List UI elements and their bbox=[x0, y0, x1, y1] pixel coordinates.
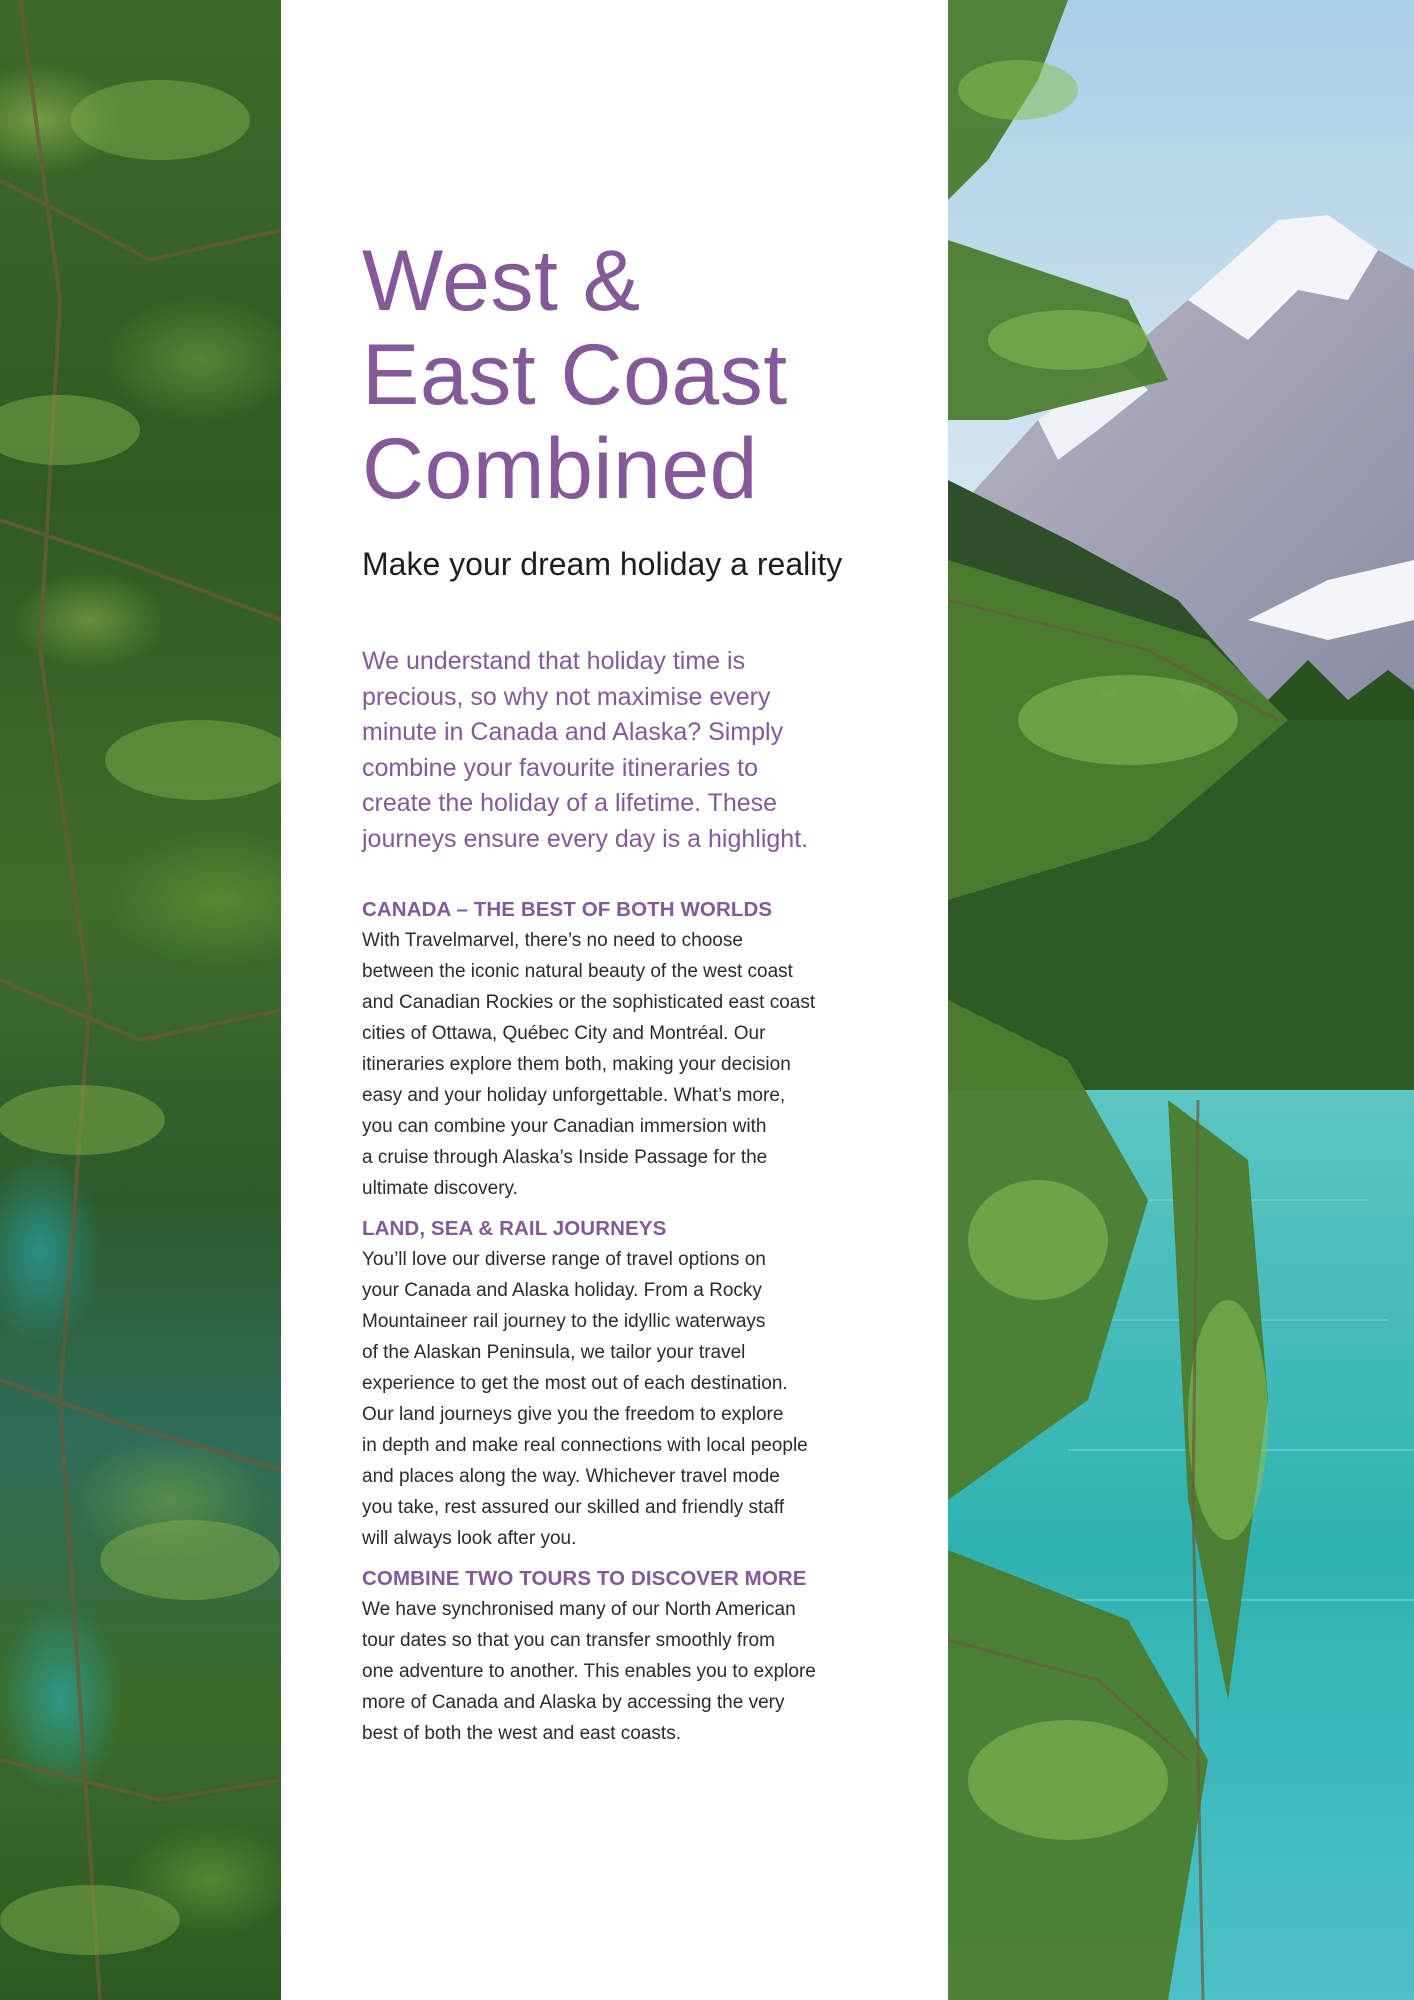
forest-branches-illustration bbox=[0, 0, 281, 2000]
page-title bbox=[362, 234, 882, 516]
section-heading: LAND, SEA & RAIL JOURNEYS bbox=[362, 1217, 667, 1240]
body-line: best of both the west and east coasts. bbox=[362, 1723, 681, 1744]
body-line: will always look after you. bbox=[362, 1528, 577, 1549]
body-line: Our land journeys give you the freedom to explore bbox=[362, 1404, 784, 1425]
body-line: Mountaineer rail journey to the idyllic waterways bbox=[362, 1311, 766, 1332]
body-line: easy and your holiday unforgettable. What’s more, bbox=[362, 1085, 786, 1106]
intro-line: journeys ensure every day is a highlight. bbox=[362, 824, 809, 853]
body-line: your Canada and Alaska holiday. From a Rocky bbox=[362, 1280, 762, 1301]
title-line: Combined bbox=[362, 421, 758, 517]
mountain-lake-photo-right bbox=[948, 0, 1414, 2000]
body-line: more of Canada and Alaska by accessing the very bbox=[362, 1692, 785, 1713]
section-heading: CANADA – THE BEST OF BOTH WORLDS bbox=[362, 898, 773, 921]
body-line: you take, rest assured our skilled and friendly staff bbox=[362, 1497, 785, 1518]
content-column bbox=[362, 234, 882, 1749]
body-line: tour dates so that you can transfer smoothly from bbox=[362, 1630, 775, 1651]
body-line: ultimate discovery. bbox=[362, 1178, 518, 1199]
body-line: experience to get the most out of each destination. bbox=[362, 1373, 788, 1394]
intro-line: create the holiday of a lifetime. These bbox=[362, 789, 778, 817]
section-body bbox=[362, 1244, 882, 1554]
body-line: cities of Ottawa, Québec City and Montréal. Our bbox=[362, 1023, 766, 1044]
body-line: one adventure to another. This enables you to explore bbox=[362, 1661, 816, 1682]
title-line: West & bbox=[362, 233, 641, 329]
section-canada bbox=[362, 895, 882, 1204]
intro-line: combine your favourite itineraries to bbox=[362, 753, 759, 782]
section-body bbox=[362, 1594, 882, 1749]
body-line: You’ll love our diverse range of travel options on bbox=[362, 1249, 766, 1270]
body-line: With Travelmarvel, there’s no need to choose bbox=[362, 930, 743, 951]
body-line: between the iconic natural beauty of the west coast bbox=[362, 961, 793, 982]
text-panel bbox=[281, 0, 948, 2000]
intro-line: precious, so why not maximise every bbox=[362, 682, 771, 711]
body-line: of the Alaskan Peninsula, we tailor your travel bbox=[362, 1342, 746, 1363]
intro-line: We understand that holiday time is bbox=[362, 647, 746, 675]
intro-paragraph bbox=[362, 644, 882, 857]
body-line: We have synchronised many of our North American bbox=[362, 1599, 796, 1620]
body-line: and places along the way. Whichever travel mode bbox=[362, 1466, 780, 1487]
body-line: in depth and make real connections with local people bbox=[362, 1435, 808, 1456]
section-body bbox=[362, 925, 882, 1204]
mountain-lake-illustration bbox=[948, 0, 1414, 2000]
page-subtitle: Make your dream holiday a reality bbox=[362, 546, 843, 582]
intro-line: minute in Canada and Alaska? Simply bbox=[362, 718, 784, 746]
body-line: itineraries explore them both, making your decision bbox=[362, 1054, 791, 1075]
body-line: a cruise through Alaska’s Inside Passage for the bbox=[362, 1147, 768, 1168]
body-line: and Canadian Rockies or the sophisticated east coast bbox=[362, 992, 816, 1013]
section-land-sea-rail bbox=[362, 1214, 882, 1554]
title-line: East Coast bbox=[362, 327, 788, 423]
forest-photo-left bbox=[0, 0, 281, 2000]
section-combine-tours bbox=[362, 1564, 882, 1749]
section-heading: COMBINE TWO TOURS TO DISCOVER MORE bbox=[362, 1567, 807, 1590]
body-line: you can combine your Canadian immersion with bbox=[362, 1116, 767, 1137]
